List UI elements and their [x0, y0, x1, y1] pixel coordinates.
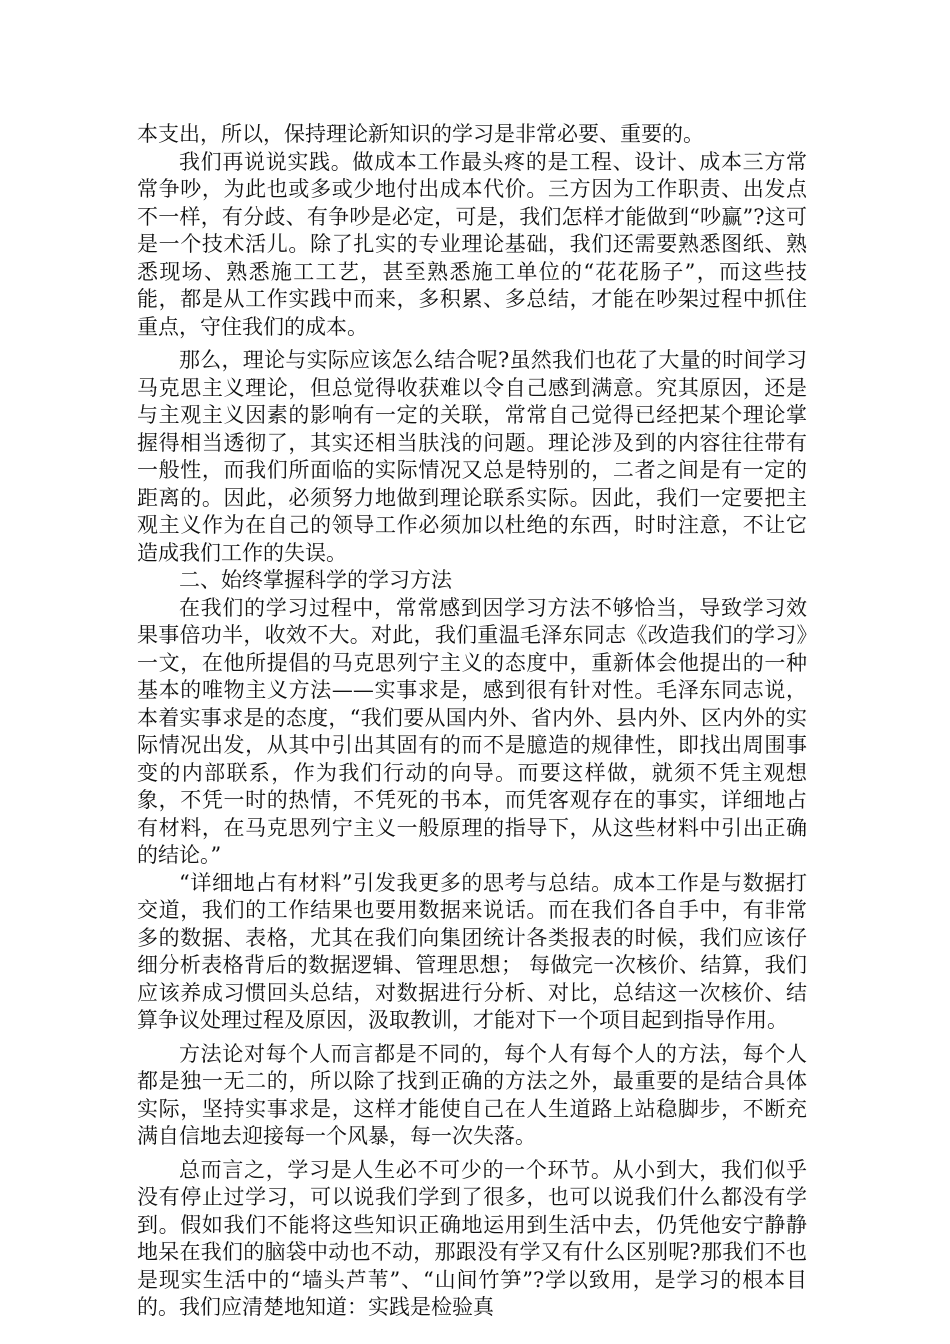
- paragraph-conclusion: 总而言之，学习是人生必不可少的一个环节。从小到大，我们似乎没有停止过学习，可以说我们学到了很多，也可以说我们什么都没有学到。假如我们不能将这些知识正确地运用到生活中去，仍凭他安宁静静地呆在我们的脑袋中动也不动，那跟没有学又有什么区别呢?那我们不也是现实生活中的“墙头芦苇”、“山间竹笋”?学以致用，是学习的根本目的。我们应清楚地知道：实践是检验真: [137, 1157, 807, 1319]
- section-heading: 二、始终掌握科学的学习方法: [179, 568, 452, 592]
- document-body: [137, 121, 807, 1322]
- paragraph-theory-practice: 那么，理论与实际应该怎么结合呢?虽然我们也花了大量的时间学习马克思主义理论，但总觉得收获难以令自己感到满意。究其原因，还是与主观主义因素的影响有一定的关联，常常自己觉得已经把某个理论掌握得相当透彻了，其实还相当肤浅的问题。理论涉及到的内容往往带有一般性，而我们所面临的实际情况又总是特别的，二者之间是有一定的距离的。因此，必须努力地做到理论联系实际。因此，我们一定要把主观主义作为在自己的领导工作必须加以杜绝的东西，时时注意，不让它造成我们工作的失误。: [137, 348, 807, 565]
- paragraph-materials: “详细地占有材料”引发我更多的思考与总结。成本工作是与数据打交道，我们的工作结果也要用数据来说话。而在我们各自手中，有非常多的数据、表格，尤其在我们向集团统计各类报表的时候，我们应该仔细分析表格背后的数据逻辑、管理思想； 每做完一次核价、结算，我们应该养成习惯回头总结，对数据进行分析、对比，总结这一次核价、结算争议处理过程及原因，汲取教训，才能对下一个项目起到指导作用。: [137, 870, 807, 1032]
- paragraph-method: 在我们的学习过程中，常常感到因学习方法不够恰当，导致学习效果事倍功半，收效不大。对此，我们重温毛泽东同志《改造我们的学习》一文，在他所提倡的马克思列宁主义的态度中，重新体会他提出的一种基本的唯物主义方法——实事求是，感到很有针对性。毛泽东同志说，本着实事求是的态度，“我们要从国内外、省内外、县内外、区内外的实际情况出发，从其中引出其固有的而不是臆造的规律性，即找出周围事变的内部联系，作为我们行动的向导。而要这样做，就须不凭主观想象，不凭一时的热情，不凭死的书本，而凭客观存在的事实，详细地占有材料，在马克思列宁主义一般原理的指导下，从这些材料中引出正确的结论。”: [137, 595, 807, 867]
- paragraph-practice: 我们再说说实践。做成本工作最头疼的是工程、设计、成本三方常常争吵，为此也或多或少地付出成本代价。三方因为工作职责、出发点不一样，有分歧、有争吵是必定，可是，我们怎样才能做到“吵赢”?这可是一个技术活儿。除了扎实的专业理论基础，我们还需要熟悉图纸、熟悉现场、熟悉施工工艺，甚至熟悉施工单位的“花花肠子”，而这些技能，都是从工作实践中而来，多积累、多总结，才能在吵架过程中抓住重点，守住我们的成本。: [137, 149, 807, 339]
- paragraph-methodology: 方法论对每个人而言都是不同的，每个人有每个人的方法，每个人都是独一无二的，所以除了找到正确的方法之外，最重要的是结合具体实际，坚持实事求是，这样才能使自己在人生道路上站稳脚步，不断充满自信地去迎接每一个风暴，每一次失落。: [137, 1041, 807, 1148]
- paragraph-continuation: 本支出，所以，保持理论新知识的学习是非常必要、重要的。: [137, 122, 704, 146]
